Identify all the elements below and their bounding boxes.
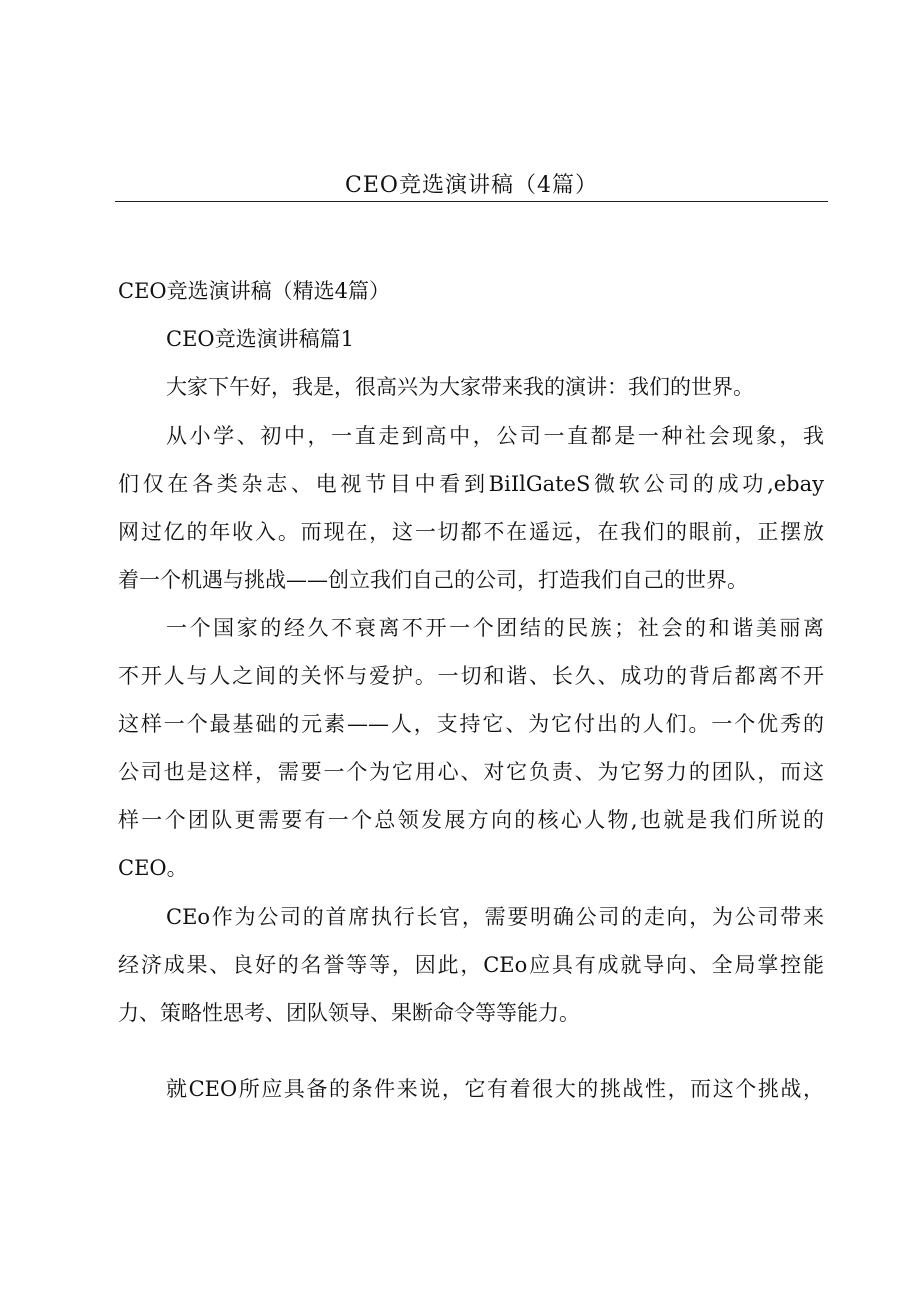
paragraph-line: 网过亿的年收入。而现在，这一切都不在遥远，在我们的眼前，正摆放: [118, 520, 824, 544]
paragraph-line: CEo作为公司的首席执行长官，需要明确公司的走向，为公司带来: [166, 905, 824, 929]
paragraph-line: 经济成果、良好的名誉等等，因此，CEo应具有成就导向、全局掌控能: [118, 953, 824, 977]
header-divider: [115, 201, 828, 202]
paragraph-line: 公司也是这样，需要一个为它用心、对它负责、为它努力的团队，而这: [118, 760, 824, 784]
doc-title: CEO竞选演讲稿（精选4篇）: [118, 279, 390, 303]
paragraph-line: 就CEO所应具备的条件来说，它有着很大的挑战性，而这个挑战，: [166, 1077, 824, 1101]
paragraph-line: 们仅在各类杂志、电视节目中看到BiIlGateS微软公司的成功,ebay: [118, 472, 824, 496]
paragraph-line: CEO。: [118, 856, 188, 880]
paragraph-line: 这样一个最基础的元素——人，支持它、为它付出的人们。一个优秀的: [118, 712, 824, 736]
paragraph-line: 从小学、初中，一直走到高中，公司一直都是一种社会现象，我: [166, 424, 824, 448]
paragraph-line: 一个国家的经久不衰离不开一个团结的民族；社会的和谐美丽离: [166, 616, 824, 640]
paragraph-line: 大家下午好，我是，很高兴为大家带来我的演讲：我们的世界。: [166, 375, 754, 399]
header-title: CEO竞选演讲稿（4篇）: [345, 173, 598, 198]
paragraph-line: 着一个机遇与挑战——创立我们自己的公司，打造我们自己的世界。: [118, 568, 748, 592]
paragraph-line: 不开人与人之间的关怀与爱护。一切和谐、长久、成功的背后都离不开: [118, 664, 824, 688]
paragraph-line: 力、策略性思考、团队领导、果断命令等等能力。: [118, 1001, 580, 1025]
paragraph-line: 样一个团队更需要有一个总领发展方向的核心人物,也就是我们所说的: [118, 808, 824, 832]
section-heading: CEO竞选演讲稿篇1: [166, 327, 354, 351]
